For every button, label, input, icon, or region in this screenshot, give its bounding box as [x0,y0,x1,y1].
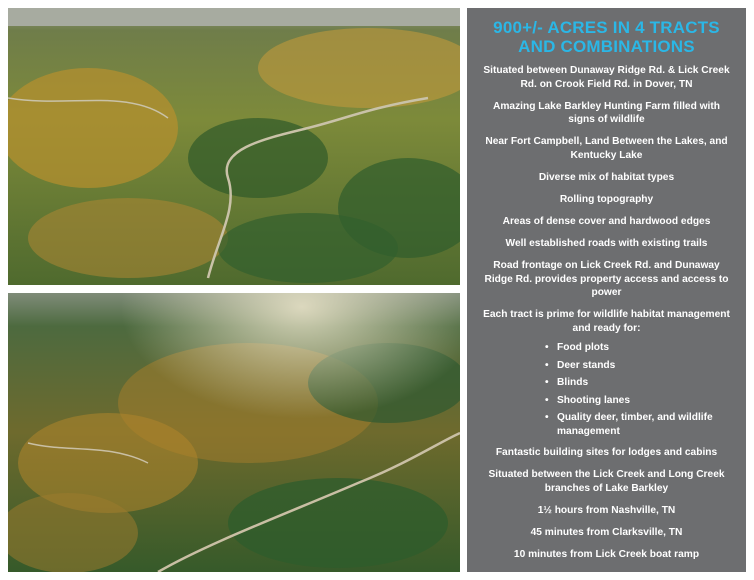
building-sites-text: Fantastic building sites for lodges and cabins [495,447,718,459]
title-line-2: AND COMBINATIONS [518,37,695,56]
branches-text: Situated between the Lick Creek and Long Creek branches of Lake Barkley [488,469,725,494]
forest-aerial-image [8,293,460,572]
location-text: Situated between Dunaway Ridge Rd. & Lick Creek Rd. on Crook Field Rd. in Dover, TN [483,65,730,90]
list-item: • Food plots [545,341,734,355]
clarksville-text: 45 minutes from Clarksville, TN [530,527,683,539]
list-item: • Shooting lanes [545,394,734,408]
frontage-text: Road frontage on Lick Creek Rd. and Dunaway Ridge Rd. provides property access and access to power [484,260,729,299]
title-line-1: 900+/- ACRES IN 4 TRACTS [493,18,720,37]
aerial-photo-bottom [8,293,460,572]
panel-title [479,18,734,56]
cover-text: Areas of dense cover and hardwood edges [502,215,711,227]
forest-aerial-image [8,8,460,285]
features-list [479,341,734,438]
habitat-text: Diverse mix of habitat types [538,171,675,183]
info-panel [467,8,746,572]
list-item: • Quality deer, timber, and wildlife management [545,411,734,438]
hunting-farm-text: Amazing Lake Barkley Hunting Farm filled with signs of wildlife [493,100,720,126]
topography-text: Rolling topography [559,193,654,205]
boat-ramp-text: 10 minutes from Lick Creek boat ramp [513,549,700,561]
nashville-text: 1½ hours from Nashville, TN [537,504,676,516]
roads-text: Well established roads with existing trails [505,238,708,250]
nearby-text: Near Fort Campbell, Land Between the Lakes, and Kentucky Lake [485,136,728,161]
tract-text: Each tract is prime for wildlife habitat management and ready for: [483,309,730,334]
list-item: • Blinds [545,376,734,390]
list-item: • Deer stands [545,359,734,373]
aerial-photo-top [8,8,460,285]
